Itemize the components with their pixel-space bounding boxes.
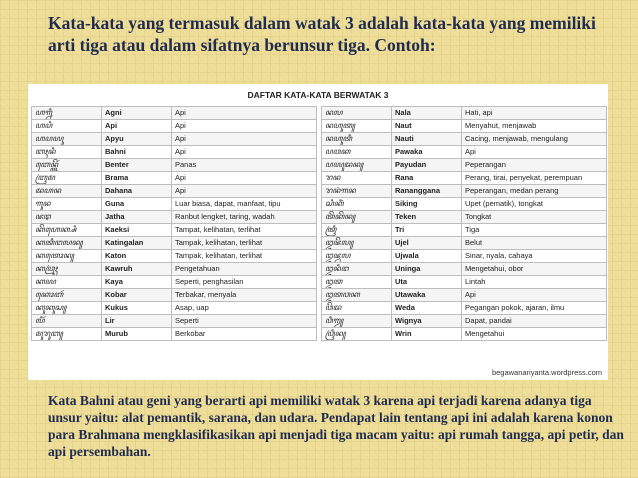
table-row [322, 276, 607, 289]
word-table-right-body [322, 107, 607, 341]
word-cell: Uninga [392, 263, 462, 276]
table-row [322, 211, 607, 224]
word-cell: Katon [102, 250, 172, 263]
table-row [322, 198, 607, 211]
meaning-cell: Seperti [172, 315, 317, 328]
word-cell: Benter [102, 159, 172, 172]
word-cell: Payudan [392, 159, 462, 172]
source-credit: begawanariyanta.wordpress.com [491, 368, 602, 377]
script-word-cell: ꦱꦶꦏꦶꦁ [322, 198, 392, 211]
word-tables [31, 106, 605, 341]
script-word-cell: ꦮꦶꦒꦾ [322, 315, 392, 328]
word-cell: Apyu [102, 133, 172, 146]
script-word-cell: ꦈꦗꦼꦭ꧀ [322, 237, 392, 250]
script-word-cell: ꦲꦒ꧀ꦤꦶ [32, 107, 102, 120]
word-cell: Dahana [102, 185, 172, 198]
script-word-cell: ꦫꦤꦁꦒꦤ [322, 185, 392, 198]
meaning-cell: Belut [462, 237, 607, 250]
word-cell: Jatha [102, 211, 172, 224]
meaning-cell: Lintah [462, 276, 607, 289]
table-row [32, 250, 317, 263]
word-cell: Kukus [102, 302, 172, 315]
script-word-cell: ꦲꦥꦶ [32, 120, 102, 133]
script-word-cell: ꦲꦥꦪꦸ [32, 133, 102, 146]
script-word-cell: ꦒꦸꦤ [32, 198, 102, 211]
table-row [32, 328, 317, 341]
script-word-cell: ꦈꦤꦶꦔ [322, 263, 392, 276]
table-row [322, 263, 607, 276]
meaning-cell: Berkobar [172, 328, 317, 341]
word-cell: Brama [102, 172, 172, 185]
word-cell: Murub [102, 328, 172, 341]
table-row [32, 172, 317, 185]
script-word-cell: ꦤꦲꦸꦠ꧀ [322, 120, 392, 133]
script-word-cell: ꦥꦮꦏ [322, 146, 392, 159]
script-word-cell: ꦭꦶꦂ [32, 315, 102, 328]
word-cell: Uta [392, 276, 462, 289]
script-word-cell: ꦮꦼꦢ [322, 302, 392, 315]
table-row [32, 302, 317, 315]
table-row [32, 224, 317, 237]
meaning-cell: Api [172, 120, 317, 133]
table-row [32, 237, 317, 250]
script-word-cell: ꦤꦲꦸꦠꦶ [322, 133, 392, 146]
meaning-cell: Api [172, 185, 317, 198]
word-cell: Weda [392, 302, 462, 315]
meaning-cell: Pengetahuan [172, 263, 317, 276]
word-cell: Wrin [392, 328, 462, 341]
meaning-cell: Perang, tirai, penyekat, perempuan [462, 172, 607, 185]
table-row [322, 185, 607, 198]
script-word-cell: ꦠꦿꦶ [322, 224, 392, 237]
meaning-cell: Tampak, kelihatan, terlihat [172, 250, 317, 263]
table-row [322, 237, 607, 250]
table-row [32, 198, 317, 211]
script-word-cell: ꦧꦺꦤ꧀ꦠꦼꦂ [32, 159, 102, 172]
word-cell: Rananggana [392, 185, 462, 198]
meaning-cell: Dapat, pandai [462, 315, 607, 328]
table-row [322, 224, 607, 237]
meaning-cell: Tiga [462, 224, 607, 237]
meaning-cell: Panas [172, 159, 317, 172]
meaning-cell: Api [462, 289, 607, 302]
table-row [32, 159, 317, 172]
meaning-cell: Peperangan [462, 159, 607, 172]
table-title: DAFTAR KATA-KATA BERWATAK 3 [247, 90, 389, 100]
body-paragraph: Kata Bahni atau geni yang berarti api memiliki watak 3 karena api terjadi karena adanya tiga unsur yaitu: alat pemantik, sarana, dan udara. Pendapat lain tentang api ini adalah karena konon para Brahmana mengklasifikasikan api menjadi tiga macam yaitu: api rumah tangga, api petir, dan api persembahan. [48, 393, 624, 459]
word-cell: Pawaka [392, 146, 462, 159]
script-word-cell: ꦫꦤ [322, 172, 392, 185]
word-table-left [31, 106, 317, 341]
script-word-cell: ꦈꦗ꧀ꦮꦭ [322, 250, 392, 263]
meaning-cell: Cacing, menjawab, mengulang [462, 133, 607, 146]
word-cell: Guna [102, 198, 172, 211]
word-cell: Ujel [392, 237, 462, 250]
meaning-cell: Api [172, 133, 317, 146]
word-cell: Agni [102, 107, 172, 120]
meaning-cell: Terbakar, menyala [172, 289, 317, 302]
meaning-cell: Menyahut, menjawab [462, 120, 607, 133]
table-row [32, 107, 317, 120]
script-word-cell: ꦏꦺꦴꦧꦂ [32, 289, 102, 302]
script-word-cell: ꦤꦭ [322, 107, 392, 120]
word-cell: Bahni [102, 146, 172, 159]
table-row [32, 133, 317, 146]
script-word-cell: ꦏꦠꦶꦔꦭꦤ꧀ [32, 237, 102, 250]
table-row [322, 133, 607, 146]
word-cell: Nauti [392, 133, 462, 146]
table-row [322, 146, 607, 159]
script-word-cell: ꦩꦸꦫꦸꦧ꧀ [32, 328, 102, 341]
script-word-cell: ꦏꦼꦲꦺꦏ꧀ꦱꦶ [32, 224, 102, 237]
meaning-cell: Tampat, kelihatan, terlihat [172, 224, 317, 237]
word-cell: Kaya [102, 276, 172, 289]
word-table-left-body [32, 107, 317, 341]
word-cell: Tri [392, 224, 462, 237]
meaning-cell: Pegangan pokok, ajaran, ilmu [462, 302, 607, 315]
word-table-right [321, 106, 607, 341]
table-row [322, 289, 607, 302]
table-row [322, 159, 607, 172]
table-row [322, 250, 607, 263]
script-word-cell: ꦠꦼꦏꦼꦤ꧀ [322, 211, 392, 224]
script-word-cell: ꦏꦸꦏꦸꦱ꧀ [32, 302, 102, 315]
script-word-cell: ꦢꦲꦤ [32, 185, 102, 198]
table-row [32, 315, 317, 328]
meaning-cell: Tongkat [462, 211, 607, 224]
word-cell: Kaeksi [102, 224, 172, 237]
word-cell: Katingalan [102, 237, 172, 250]
meaning-cell: Api [172, 172, 317, 185]
table-row [32, 211, 317, 224]
script-word-cell: ꦏꦠꦺꦴꦤ꧀ [32, 250, 102, 263]
word-cell: Naut [392, 120, 462, 133]
word-cell: Kawruh [102, 263, 172, 276]
meaning-cell: Sinar, nyala, cahaya [462, 250, 607, 263]
meaning-cell: Mengetahui, obor [462, 263, 607, 276]
script-word-cell: ꦈꦠ [322, 276, 392, 289]
script-word-cell: ꦏꦪ [32, 276, 102, 289]
meaning-cell: Api [172, 146, 317, 159]
meaning-cell: Peperangan, medan perang [462, 185, 607, 198]
meaning-cell: Upet (pematik), tongkat [462, 198, 607, 211]
script-word-cell: ꦗꦛ [32, 211, 102, 224]
meaning-cell: Api [172, 107, 317, 120]
word-cell: Api [102, 120, 172, 133]
word-cell: Nala [392, 107, 462, 120]
table-row [32, 289, 317, 302]
word-cell: Teken [392, 211, 462, 224]
word-cell: Ujwala [392, 250, 462, 263]
table-row [32, 185, 317, 198]
meaning-cell: Ranbut lengket, taring, wadah [172, 211, 317, 224]
table-row [322, 302, 607, 315]
word-cell: Lir [102, 315, 172, 328]
word-list-table-image [28, 84, 608, 380]
word-cell: Rana [392, 172, 462, 185]
script-word-cell: ꦧꦿꦩ [32, 172, 102, 185]
meaning-cell: Luar biasa, dapat, manfaat, tipu [172, 198, 317, 211]
table-row [322, 172, 607, 185]
table-row [32, 120, 317, 133]
meaning-cell: Api [462, 146, 607, 159]
script-word-cell: ꦈꦠꦮꦏ [322, 289, 392, 302]
word-cell: Wignya [392, 315, 462, 328]
meaning-cell: Seperti, penghasilan [172, 276, 317, 289]
word-cell: Siking [392, 198, 462, 211]
table-row [322, 315, 607, 328]
script-word-cell: ꦥꦪꦸꦢꦤ꧀ [322, 159, 392, 172]
intro-paragraph: Kata-kata yang termasuk dalam watak 3 adalah kata-kata yang memiliki arti tiga atau dalam sifatnya berunsur tiga. Contoh: [48, 13, 596, 55]
meaning-cell: Mengetahui [462, 328, 607, 341]
script-word-cell: ꦏꦮꦿꦸꦃ [32, 263, 102, 276]
table-row [322, 120, 607, 133]
table-row [32, 263, 317, 276]
table-row [322, 328, 607, 341]
table-row [32, 276, 317, 289]
table-row [322, 107, 607, 120]
script-word-cell: ꦮꦿꦶꦤ꧀ [322, 328, 392, 341]
meaning-cell: Hati, api [462, 107, 607, 120]
word-cell: Kobar [102, 289, 172, 302]
word-cell: Utawaka [392, 289, 462, 302]
script-word-cell: ꦧꦃꦤꦶ [32, 146, 102, 159]
table-row [32, 146, 317, 159]
meaning-cell: Asap, uap [172, 302, 317, 315]
meaning-cell: Tampak, kelihatan, terlihat [172, 237, 317, 250]
